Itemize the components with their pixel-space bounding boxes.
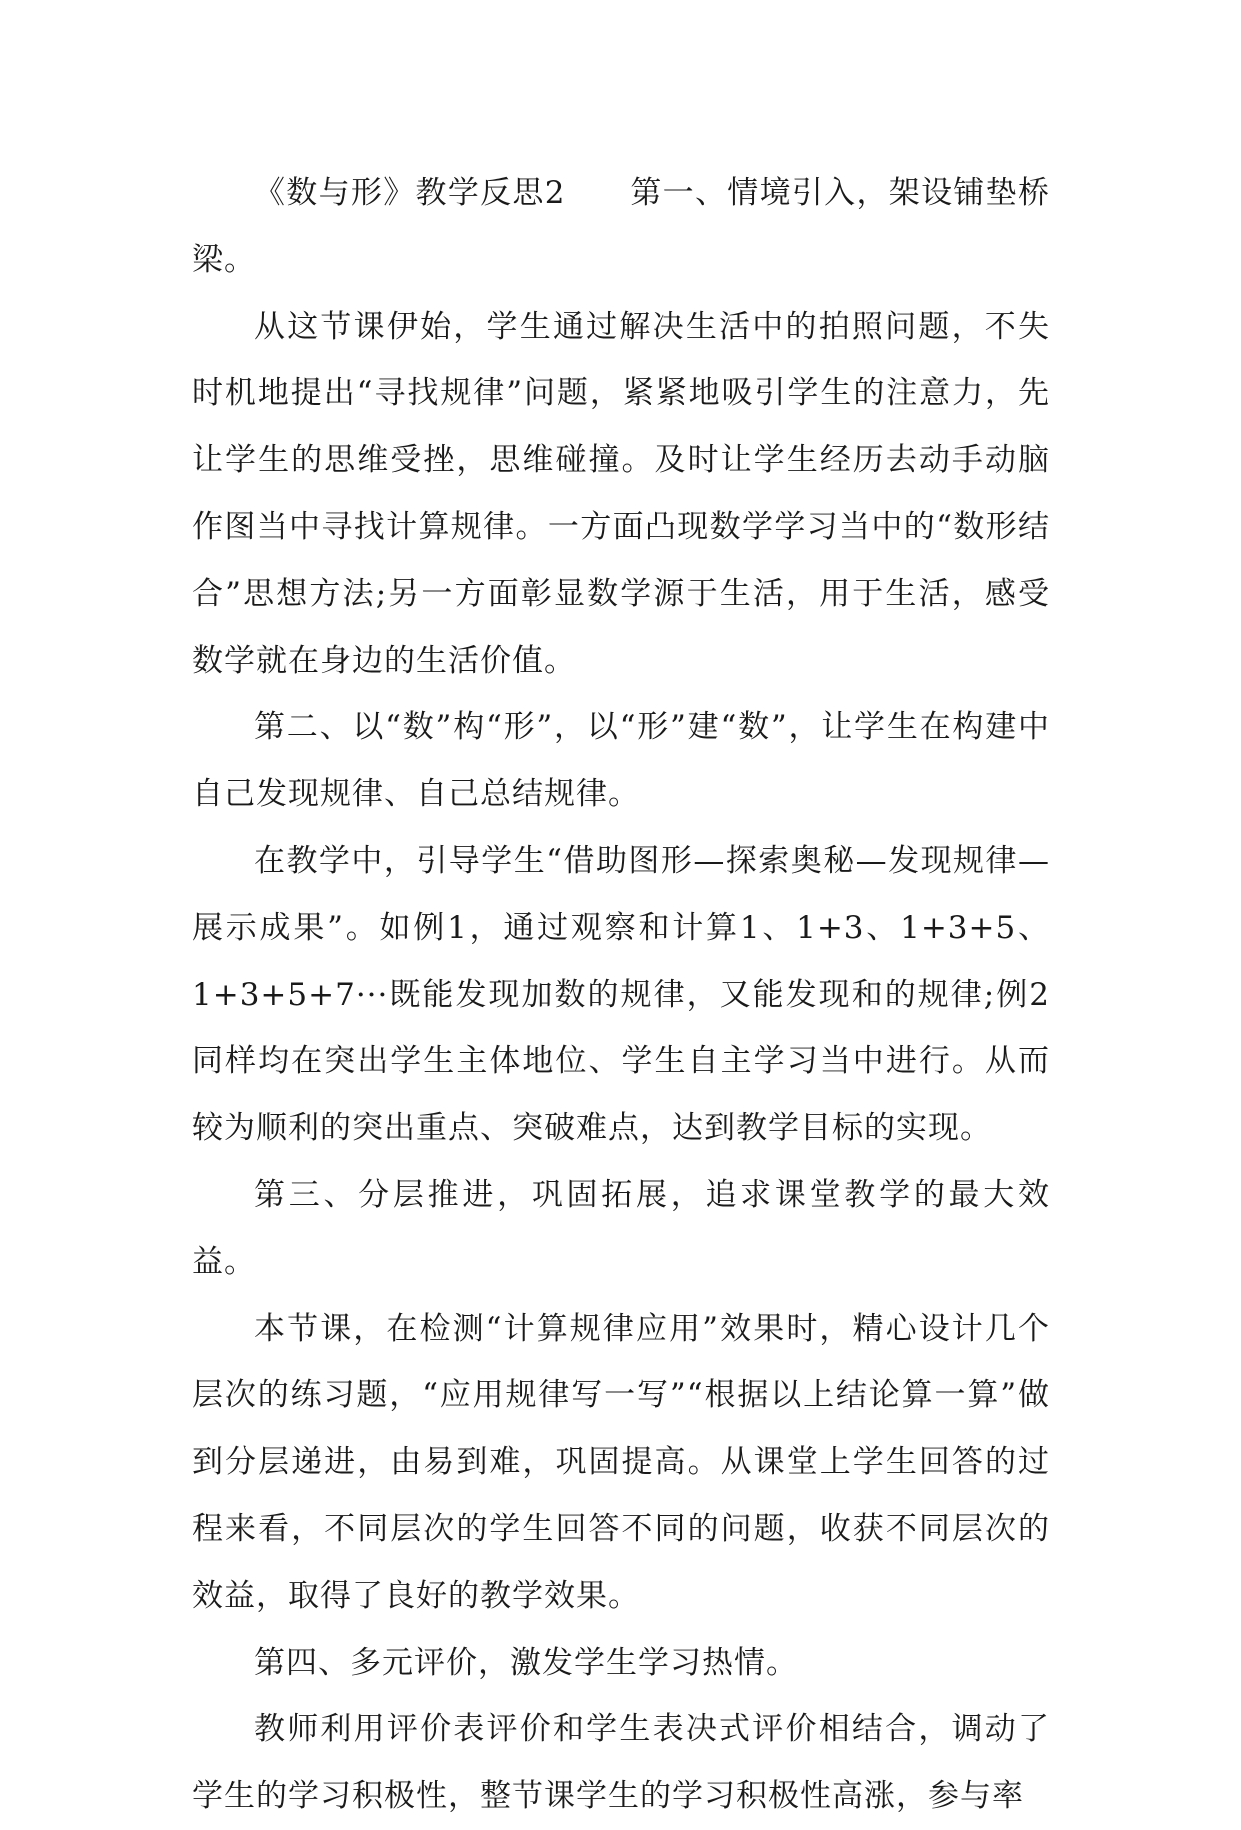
paragraph-4-heading: 第三、分层推进，巩固拓展，追求课堂教学的最大效益。 bbox=[192, 1176, 1050, 1280]
paragraph-7: 教师利用评价表评价和学生表决式评价相结合，调动了学生的学习积极性，整节课学生的学习积极性高涨，参与率 bbox=[192, 1711, 1050, 1815]
paragraph-title-intro: 《数与形》教学反思2 第一、情境引入，架设铺垫桥梁。 bbox=[192, 175, 1050, 278]
paragraph-3: 在教学中，引导学生“借助图形—探索奥秘—发现规律—展示成果”。如例1，通过观察和计算1、1+3、1+3+5、1+3+5+7···既能发现加数的规律，又能发现和的规律;例2同样均在突出学生主体地位、学生自主学习当中进行。从而较为顺利的突出重点、突破难点，达到教学目标的实现。 bbox=[192, 842, 1050, 1147]
paragraph-1: 从这节课伊始，学生通过解决生活中的拍照问题，不失时机地提出“寻找规律”问题，紧紧地吸引学生的注意力，先让学生的思维受挫，思维碰撞。及时让学生经历去动手动脑作图当中寻找计算规律。一方面凸现数学学习当中的“数形结合”思想方法;另一方面彰显数学源于生活，用于生活，感受数学就在身边的生活价值。 bbox=[192, 308, 1050, 679]
paragraph-6-heading: 第四、多元评价，激发学生学习热情。 bbox=[254, 1644, 798, 1681]
paragraph-2-heading: 第二、以“数”构“形”，以“形”建“数”，让学生在构建中自己发现规律、自己总结规律。 bbox=[192, 709, 1050, 813]
document-body bbox=[192, 160, 1050, 1830]
paragraph-5: 本节课，在检测“计算规律应用”效果时，精心设计几个层次的练习题，“应用规律写一写”“根据以上结论算一算”做到分层递进，由易到难，巩固提高。从课堂上学生回答的过程来看，不同层次的学生回答不同的问题，收获不同层次的效益，取得了良好的教学效果。 bbox=[192, 1310, 1050, 1614]
